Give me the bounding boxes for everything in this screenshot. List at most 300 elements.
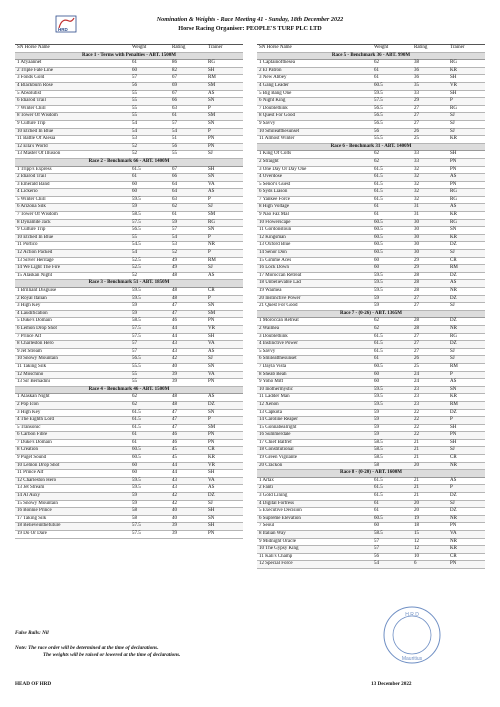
horse-row	[257, 318, 485, 326]
horse-rating: 29	[414, 98, 419, 104]
horse-name: 7 Winter Chill	[17, 105, 46, 111]
horse-row	[15, 440, 243, 448]
horse-rating: 27	[414, 341, 419, 347]
horse-rating: 48	[172, 394, 177, 400]
horse-row	[15, 227, 243, 235]
horse-name: 3 Fonds Gold	[17, 75, 45, 81]
horse-row	[257, 220, 485, 228]
horse-rating: 47	[172, 303, 177, 309]
horse-rating: 45	[172, 455, 177, 461]
horse-rating: 69	[172, 82, 177, 88]
horse-weight: 59.5	[374, 272, 383, 278]
horse-row	[257, 227, 485, 235]
horse-rating: 32	[414, 181, 419, 187]
horse-rating: 63	[172, 105, 177, 111]
horse-row	[257, 75, 485, 83]
horse-trainer: PN	[450, 158, 457, 164]
horse-name: 13 Oxford Blue	[259, 242, 291, 248]
horse-row	[15, 182, 243, 190]
horse-trainer: SN	[208, 174, 215, 180]
horse-name: 8 Italian Way	[259, 531, 286, 536]
horse-weight: 52.5	[132, 257, 141, 263]
horse-weight: 58.5	[374, 455, 383, 461]
col-trainer: Trainer	[450, 45, 465, 50]
horse-name: 10 Lemon Drop Shot	[17, 462, 60, 468]
horse-trainer: PN	[208, 136, 215, 142]
horse-row	[15, 501, 243, 509]
horse-name: 11 Battle Of Alesia	[17, 136, 56, 142]
col-sn-name: SN Horse Name	[17, 45, 50, 50]
horse-name: 6 Idiarod Trail	[17, 98, 46, 104]
horse-rating: 57	[172, 227, 177, 233]
horse-row	[257, 546, 485, 554]
horse-trainer: SJ	[450, 447, 455, 453]
horse-weight: 59.5	[132, 196, 141, 202]
horse-trainer: DZ	[450, 272, 457, 278]
horse-rating: 27	[414, 303, 419, 309]
horse-name: 10 Etched In Blue	[17, 234, 54, 240]
horse-row	[257, 478, 485, 486]
horse-weight: 57	[132, 348, 137, 354]
horse-row	[15, 288, 243, 296]
horse-rating: 21	[414, 439, 419, 445]
horse-name: 12 Kingsman	[259, 234, 286, 240]
horse-trainer: DZ	[450, 318, 457, 324]
horse-name: 7 Yankee Force	[259, 196, 290, 202]
horse-name: 13 Master Of Illusion	[17, 151, 61, 157]
horse-name: 17 Moroccan Retreat	[259, 272, 302, 278]
horse-trainer: SN	[208, 98, 215, 104]
horse-rating: 28	[414, 325, 419, 331]
horse-weight: 60	[132, 189, 137, 195]
horse-name: 1 Moroccan Retreat	[259, 318, 299, 324]
horse-name: 14 Al Auxy	[17, 493, 41, 499]
horse-trainer: SJ	[450, 500, 455, 506]
horse-row	[15, 311, 243, 319]
stamp-top: H.R.D	[405, 612, 419, 618]
horse-row	[15, 144, 243, 152]
horse-rating: 42	[172, 500, 177, 506]
horse-rating: 86	[172, 60, 177, 66]
horse-name: 3 High Key	[17, 409, 41, 415]
horse-rating: 39	[172, 523, 177, 529]
horse-trainer: P	[450, 485, 453, 491]
horse-row	[15, 326, 243, 334]
horse-weight: 61	[132, 439, 137, 445]
horse-trainer: PN	[208, 379, 215, 385]
horse-trainer: AS	[450, 280, 457, 286]
horse-weight: 57.5	[132, 325, 141, 331]
horse-trainer: NR	[450, 325, 457, 331]
horse-row	[257, 463, 485, 471]
horse-weight: 59	[374, 295, 379, 301]
horse-rating: 12	[414, 538, 419, 544]
horse-rating: 49	[172, 265, 177, 271]
horse-name: 8 Sheab Beah	[259, 371, 287, 377]
horse-row	[257, 242, 485, 250]
horse-row	[257, 136, 485, 144]
horse-trainer: AS	[208, 189, 215, 195]
horse-trainer: VA	[450, 531, 457, 536]
horse-name: 5 Savvy	[259, 348, 276, 354]
horse-name: 5 Senor's Guest	[259, 181, 291, 187]
horse-name: 5 Big Bang One	[259, 90, 292, 96]
horse-rating: 59	[172, 219, 177, 225]
horse-name: 12 Special Force	[259, 561, 293, 567]
horse-weight: 62	[132, 401, 137, 407]
horse-trainer: SN	[450, 386, 457, 392]
horse-weight: 61	[374, 75, 379, 81]
horse-weight: 59.5	[374, 90, 383, 96]
horse-name: 9 Culture Trip	[17, 227, 46, 233]
horse-weight: 61	[132, 174, 137, 180]
issue-date: 13 December 2022	[371, 681, 412, 687]
horse-row	[257, 485, 485, 493]
horse-rating: 36	[414, 75, 419, 81]
horse-rating: 40	[172, 363, 177, 369]
horse-name: 5 Winter Chill	[17, 196, 46, 202]
horse-weight: 55	[132, 234, 137, 240]
horse-weight: 52.5	[132, 265, 141, 271]
horse-name: 1 Alaskan Night	[17, 394, 50, 400]
horse-row	[257, 174, 485, 182]
horse-rating: 48	[172, 272, 177, 278]
horse-row	[15, 402, 243, 410]
col-weight: Weight	[132, 45, 147, 50]
horse-row	[257, 258, 485, 266]
horse-rating: 32	[414, 166, 419, 172]
horse-name: 4 Overdose	[259, 174, 282, 180]
horse-weight: 55	[132, 113, 137, 119]
horse-trainer: NR	[450, 515, 457, 521]
horse-weight: 59.5	[374, 386, 383, 392]
horse-weight: 56	[374, 128, 379, 134]
horse-row	[15, 113, 243, 121]
horse-rating: 25	[414, 363, 419, 369]
horse-name: 3 Emerald Band	[17, 181, 50, 187]
horse-rating: 32	[414, 174, 419, 180]
horse-name: 5 Absolutist	[17, 90, 42, 96]
horse-rating: 53	[172, 242, 177, 248]
horse-weight: 59	[374, 409, 379, 415]
horse-trainer: RG	[208, 60, 215, 66]
horse-row	[15, 531, 243, 539]
horse-trainer: SN	[208, 409, 215, 415]
horse-name: 9 Yoho Mitt	[259, 379, 284, 385]
horse-trainer: P	[208, 128, 211, 134]
horse-rating: 24	[414, 371, 419, 377]
horse-rating: 44	[172, 325, 177, 331]
horse-name: 2 Royal Italian	[17, 295, 47, 301]
horse-rating: 27	[414, 120, 419, 126]
horse-row	[15, 98, 243, 106]
horse-weight: 59	[132, 493, 137, 499]
horse-weight: 61	[132, 432, 137, 438]
horse-weight: 61.5	[374, 333, 383, 339]
race-heading: Race 2 - Benchmark 66 - ABT. 1400M	[15, 159, 243, 167]
horse-rating: 66	[172, 174, 177, 180]
horse-row	[15, 470, 243, 478]
horse-weight: 60	[132, 462, 137, 468]
horse-row	[15, 372, 243, 380]
horse-rating: 48	[172, 288, 177, 293]
race-order-note: Note: The race order will be determined at the time of declarations.	[15, 645, 159, 651]
horse-name: 15 Snowy Mountain	[17, 500, 58, 506]
horse-row	[15, 212, 243, 220]
horse-weight: 59.5	[132, 288, 141, 293]
horse-row	[15, 341, 243, 349]
horse-name: 4 Gang Leader	[259, 82, 289, 88]
horse-rating: 20	[414, 500, 419, 506]
horse-rating: 49	[172, 257, 177, 263]
horse-name: 15 Gonnabealright	[259, 424, 297, 430]
horse-rating: 57	[172, 120, 177, 126]
horse-trainer: SN	[208, 303, 215, 309]
horse-name: 10 Flowerscape	[259, 219, 291, 225]
horse-name: 17 Taking Silk	[17, 515, 47, 521]
horse-trainer: SH	[450, 151, 457, 157]
horse-name: 3 New Abbey	[259, 75, 287, 81]
race-heading: Race 4 - Benchmark 46 - ABT. 1500M	[15, 387, 243, 395]
horse-name: 4 Instinctive Power	[259, 341, 298, 347]
horse-trainer: KR	[208, 455, 215, 461]
horse-weight: 59.5	[374, 288, 383, 293]
horse-trainer: RM	[208, 257, 216, 263]
horse-row	[15, 463, 243, 471]
horse-name: 4 The Eighth Lord	[17, 417, 54, 423]
horse-row	[257, 341, 485, 349]
horse-name: 11 Taking Silk	[17, 363, 47, 369]
horse-trainer: KR	[450, 394, 457, 400]
horse-row	[257, 113, 485, 121]
horse-trainer: SM	[208, 113, 216, 119]
horse-name: 15 Alaskan Night	[17, 272, 52, 278]
horse-rating: 63	[172, 196, 177, 202]
horse-rating: 30	[414, 234, 419, 240]
horse-row	[257, 539, 485, 547]
horse-name: 1 Brilliant Disguise	[17, 288, 57, 293]
horse-trainer: SJ	[450, 303, 455, 309]
horse-name: 3 One Day Or Day One	[259, 166, 307, 172]
horse-weight: 61	[132, 60, 137, 66]
horse-row	[257, 159, 485, 167]
horse-weight: 61	[374, 204, 379, 210]
horse-trainer: SH	[208, 508, 215, 514]
horse-trainer: SN	[208, 120, 215, 126]
horse-rating: 43	[172, 348, 177, 354]
horse-trainer: PN	[208, 318, 215, 324]
horse-row	[15, 197, 243, 205]
horse-weight: 59.5	[132, 485, 141, 491]
horse-trainer: SH	[450, 424, 457, 430]
horse-rating: 64	[172, 181, 177, 187]
horse-trainer: CR	[450, 455, 457, 461]
horse-rating: 27	[414, 333, 419, 339]
horse-weight: 60	[132, 181, 137, 187]
horse-rating: 30	[414, 227, 419, 233]
horse-row	[257, 349, 485, 357]
horse-row	[257, 182, 485, 190]
horse-row	[15, 167, 243, 175]
horse-name: 8 High Voltage	[259, 204, 290, 210]
horse-row	[15, 516, 243, 524]
horse-rating: 46	[172, 439, 177, 445]
horse-weight: 58.5	[374, 439, 383, 445]
horse-name: 11 Prince Alf	[17, 470, 44, 476]
horse-weight: 55	[132, 379, 137, 385]
horse-weight: 61.5	[132, 424, 141, 430]
horse-weight: 61.5	[374, 181, 383, 187]
horse-trainer: VR	[450, 82, 457, 88]
horse-weight: 57	[374, 546, 379, 552]
horse-name: 4 Laudification	[17, 310, 48, 316]
horse-name: 2 Idiarod Trail	[17, 174, 46, 180]
race-heading: Race 3 - Benchmark 51 - ABT. 1850M	[15, 280, 243, 288]
horse-weight: 59.5	[132, 295, 141, 301]
horse-trainer: SH	[208, 67, 215, 73]
horse-name: 5 Duke's Domain	[17, 318, 52, 324]
horse-row	[15, 410, 243, 418]
horse-row	[15, 425, 243, 433]
horse-weight: 56.5	[374, 120, 383, 126]
horse-trainer: SJ	[450, 113, 455, 119]
horse-trainer: SH	[450, 75, 457, 81]
horse-rating: 12	[414, 546, 419, 552]
horse-trainer: DZ	[450, 295, 457, 301]
horse-rating: 82	[172, 67, 177, 73]
horse-row	[15, 91, 243, 99]
horse-weight: 60.5	[374, 82, 383, 88]
horse-rating: 44	[172, 462, 177, 468]
horse-rating: 31	[414, 212, 419, 218]
horse-name: 2 Straight	[259, 158, 279, 164]
horse-name: 7 Tower Of Wisdom	[17, 212, 58, 218]
horse-trainer: SJ	[208, 151, 213, 157]
horse-name: 14 We Light The Fire	[17, 265, 61, 271]
horse-trainer: KR	[450, 136, 457, 142]
horse-trainer: P	[450, 98, 453, 104]
horse-rating: 25	[414, 136, 419, 142]
horse-name: 7 Doublethink	[259, 105, 288, 111]
logo-text: HRD	[58, 27, 68, 32]
horse-trainer: PN	[450, 181, 457, 187]
horse-weight: 61.5	[132, 409, 141, 415]
horse-trainer: SN	[450, 227, 457, 233]
col-weight: Weight	[374, 45, 389, 50]
horse-rating: 29	[414, 265, 419, 271]
horse-row	[257, 60, 485, 68]
horse-row	[257, 455, 485, 463]
horse-weight: 60	[374, 265, 379, 271]
horse-row	[257, 493, 485, 501]
horse-weight: 61.5	[374, 341, 383, 347]
horse-rating: 45	[172, 447, 177, 453]
horse-weight: 61.5	[374, 493, 383, 499]
horse-name: 8 Dynamite Jack	[17, 219, 51, 225]
horse-row	[15, 334, 243, 342]
horse-weight: 56.5	[374, 113, 383, 119]
horse-rating: 35	[414, 82, 419, 88]
horse-name: 8 Creation	[17, 447, 38, 453]
horse-weight: 54.5	[132, 242, 141, 248]
horse-trainer: SH	[208, 166, 215, 172]
horse-weight: 55	[132, 105, 137, 111]
col-sn-name: SN Horse Name	[259, 45, 292, 50]
horse-row	[257, 425, 485, 433]
horse-name: 10 The Gypsy King	[259, 546, 299, 552]
horse-name: 2 Fanti	[259, 485, 274, 491]
horse-row	[257, 364, 485, 372]
horse-name: 9 Nao Faz Mal	[259, 212, 289, 218]
horse-trainer: SJ	[450, 356, 455, 362]
horse-rating: 33	[414, 90, 419, 96]
horse-weight: 57	[132, 341, 137, 347]
horse-row	[15, 235, 243, 243]
horse-trainer: SJ	[208, 356, 213, 362]
horse-row	[257, 121, 485, 129]
horse-rating: 28	[414, 288, 419, 293]
horse-weight: 61	[374, 500, 379, 506]
horse-trainer: KR	[450, 234, 457, 240]
horse-trainer: KR	[450, 212, 457, 218]
horse-name: 12 Action Packed	[17, 250, 53, 256]
horse-weight: 60	[374, 379, 379, 385]
horse-row	[257, 508, 485, 516]
horse-weight: 60	[374, 371, 379, 377]
horse-trainer: NR	[208, 242, 215, 248]
horse-trainer: AS	[208, 394, 215, 400]
horse-row	[15, 508, 243, 516]
horse-name: 14 Caroline Reaper	[259, 417, 298, 423]
horse-weight: 59.5	[374, 394, 383, 400]
horse-row	[257, 98, 485, 106]
horse-trainer: SN	[208, 227, 215, 233]
horse-name: 8 Charleston Hero	[17, 341, 54, 347]
horse-weight: 61.5	[132, 166, 141, 172]
horse-name: 18 Believeinthefuture	[17, 523, 61, 529]
horse-trainer: PN	[208, 531, 215, 536]
horse-weight: 57.5	[132, 333, 141, 339]
horse-row	[257, 356, 485, 364]
horse-row	[257, 197, 485, 205]
left-column	[15, 44, 243, 539]
horse-weight: 56.5	[132, 227, 141, 233]
horse-name: 2 Pop Icon	[17, 401, 39, 407]
horse-trainer: VA	[208, 181, 215, 187]
horse-trainer: CR	[208, 288, 215, 293]
horse-weight: 59.5	[374, 401, 383, 407]
horse-name: 6 Syds Liason	[259, 189, 288, 195]
horse-name: 3 High Key	[17, 303, 41, 309]
horse-weight: 60.5	[374, 219, 383, 225]
horse-trainer: RM	[450, 265, 458, 271]
horse-name: 19 Do Or Dare	[17, 531, 47, 536]
horse-rating: 39	[172, 379, 177, 385]
horse-row	[15, 273, 243, 281]
horse-rating: 54	[172, 128, 177, 134]
horse-row	[257, 212, 485, 220]
horse-row	[15, 296, 243, 304]
horse-rating: 10	[414, 553, 419, 559]
horse-trainer: RM	[450, 363, 458, 369]
horse-row	[15, 265, 243, 273]
horse-rating: 28	[414, 272, 419, 278]
horse-name: 11 Almost Winter	[259, 136, 295, 142]
horse-weight: 60.5	[374, 363, 383, 369]
horse-name: 13 Jet Stream	[17, 485, 45, 491]
horse-rating: 23	[414, 386, 419, 392]
horse-weight: 58	[374, 462, 379, 468]
